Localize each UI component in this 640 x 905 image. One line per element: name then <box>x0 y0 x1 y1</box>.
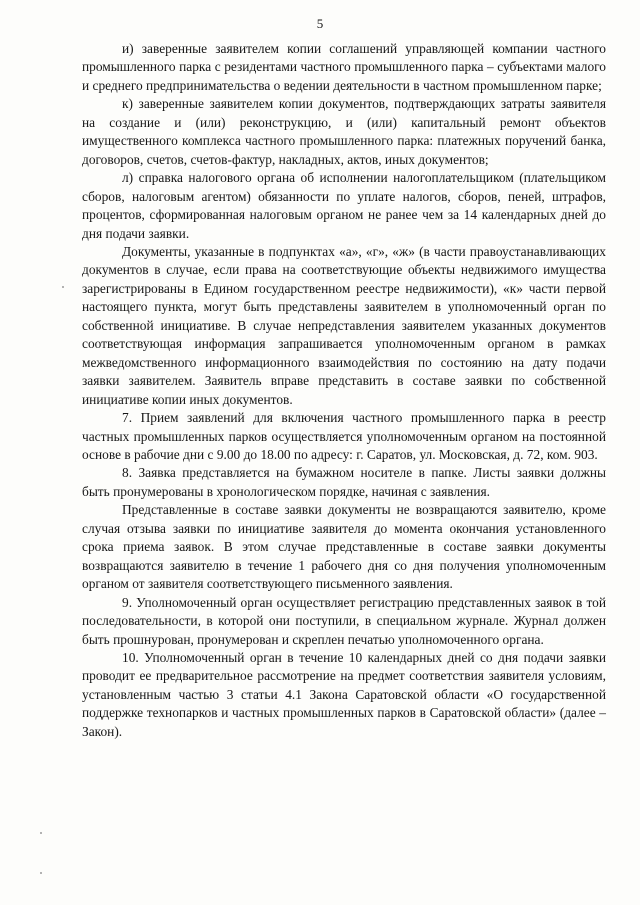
paragraph-clause-9: 9. Уполномоченный орган осуществляет регистрацию представленных заявок в той последовательности, в которой они поступили, в специальном журнале. Журнал должен быть прошнурован, пронумерован и скреплен печатью уполномоченного органа. <box>82 594 606 647</box>
paragraph-item-l: л) справка налогового органа об исполнении налогоплательщиком (плательщиком сборов, налоговым агентом) обязанности по уплате налогов, сборов, пеней, штрафов, процентов, сформированная налоговым органом не ранее чем за 14 календарных дней до дня подачи заявки. <box>82 170 606 241</box>
document-body <box>82 40 606 741</box>
paragraph-documents-return: Представленные в составе заявки документы не возвращаются заявителю, кроме случая отзыва заявки по инициативе заявителя до момента окончания установленного срока приема заявок. В этом случае представленные в составе заявки документы возвращаются заявителю в течение 1 рабочего дня со дня получения уполномоченным органом от заявителя соответствующего письменного заявления. <box>82 502 606 592</box>
scan-dot <box>40 832 42 834</box>
paragraph-clause-10: 10. Уполномоченный орган в течение 10 календарных дней со дня подачи заявки проводит ее предварительное рассмотрение на предмет соответствия заявителя условиям, установленным частью 3 статьи 4.1 Закона Саратовской области «О государственной поддержке технопарков и частных промышленных парков в Саратовской области» (далее – Закон). <box>82 649 606 739</box>
paragraph-clause-8: 8. Заявка представляется на бумажном носителе в папке. Листы заявки должны быть пронумерованы в хронологическом порядке, начиная с заявления. <box>82 465 606 499</box>
scan-dot <box>62 286 64 288</box>
paragraph-item-k: к) заверенные заявителем копии документов, подтверждающих затраты заявителя на создание и (или) реконструкцию, и (или) капитальный ремонт объектов имущественного комплекса частного промышленного парка: платежных поручений банка, договоров, счетов, счетов-фактур, накладных, актов, иных документов; <box>82 96 606 167</box>
paragraph-documents-note: Документы, указанные в подпунктах «а», «г», «ж» (в части правоустанавливающих документов в случае, если права на соответствующие объекты недвижимого имущества зарегистрированы в Едином государственном реестре недвижимости), «к» части первой настоящего пункта, могут быть представлены заявителем в уполномоченный орган по собственной инициативе. В случае непредставления заявителем указанных документов соответствующая информация запрашивается уполномоченным органом в рамках межведомственного информационного взаимодействия по состоянию на дату подачи заявки заявителем. Заявитель вправе представить в составе заявки по собственной инициативе копии иных документов. <box>82 243 606 407</box>
paragraph-clause-7: 7. Прием заявлений для включения частного промышленного парка в реестр частных промышленных парков осуществляется уполномоченным органом на постоянной основе в рабочие дни с 9.00 до 18.00 по адресу: г. Саратов, ул. Московская, д. 72, ком. 903. <box>82 410 606 462</box>
paragraph-item-i: и) заверенные заявителем копии соглашений управляющей компании частного промышленного парка с резидентами частного промышленного парка – субъектами малого и среднего предпринимательства о ведении деятельности в частном промышленном парке; <box>82 41 606 93</box>
page-number: 5 <box>316 16 324 31</box>
scan-dot <box>40 872 42 874</box>
